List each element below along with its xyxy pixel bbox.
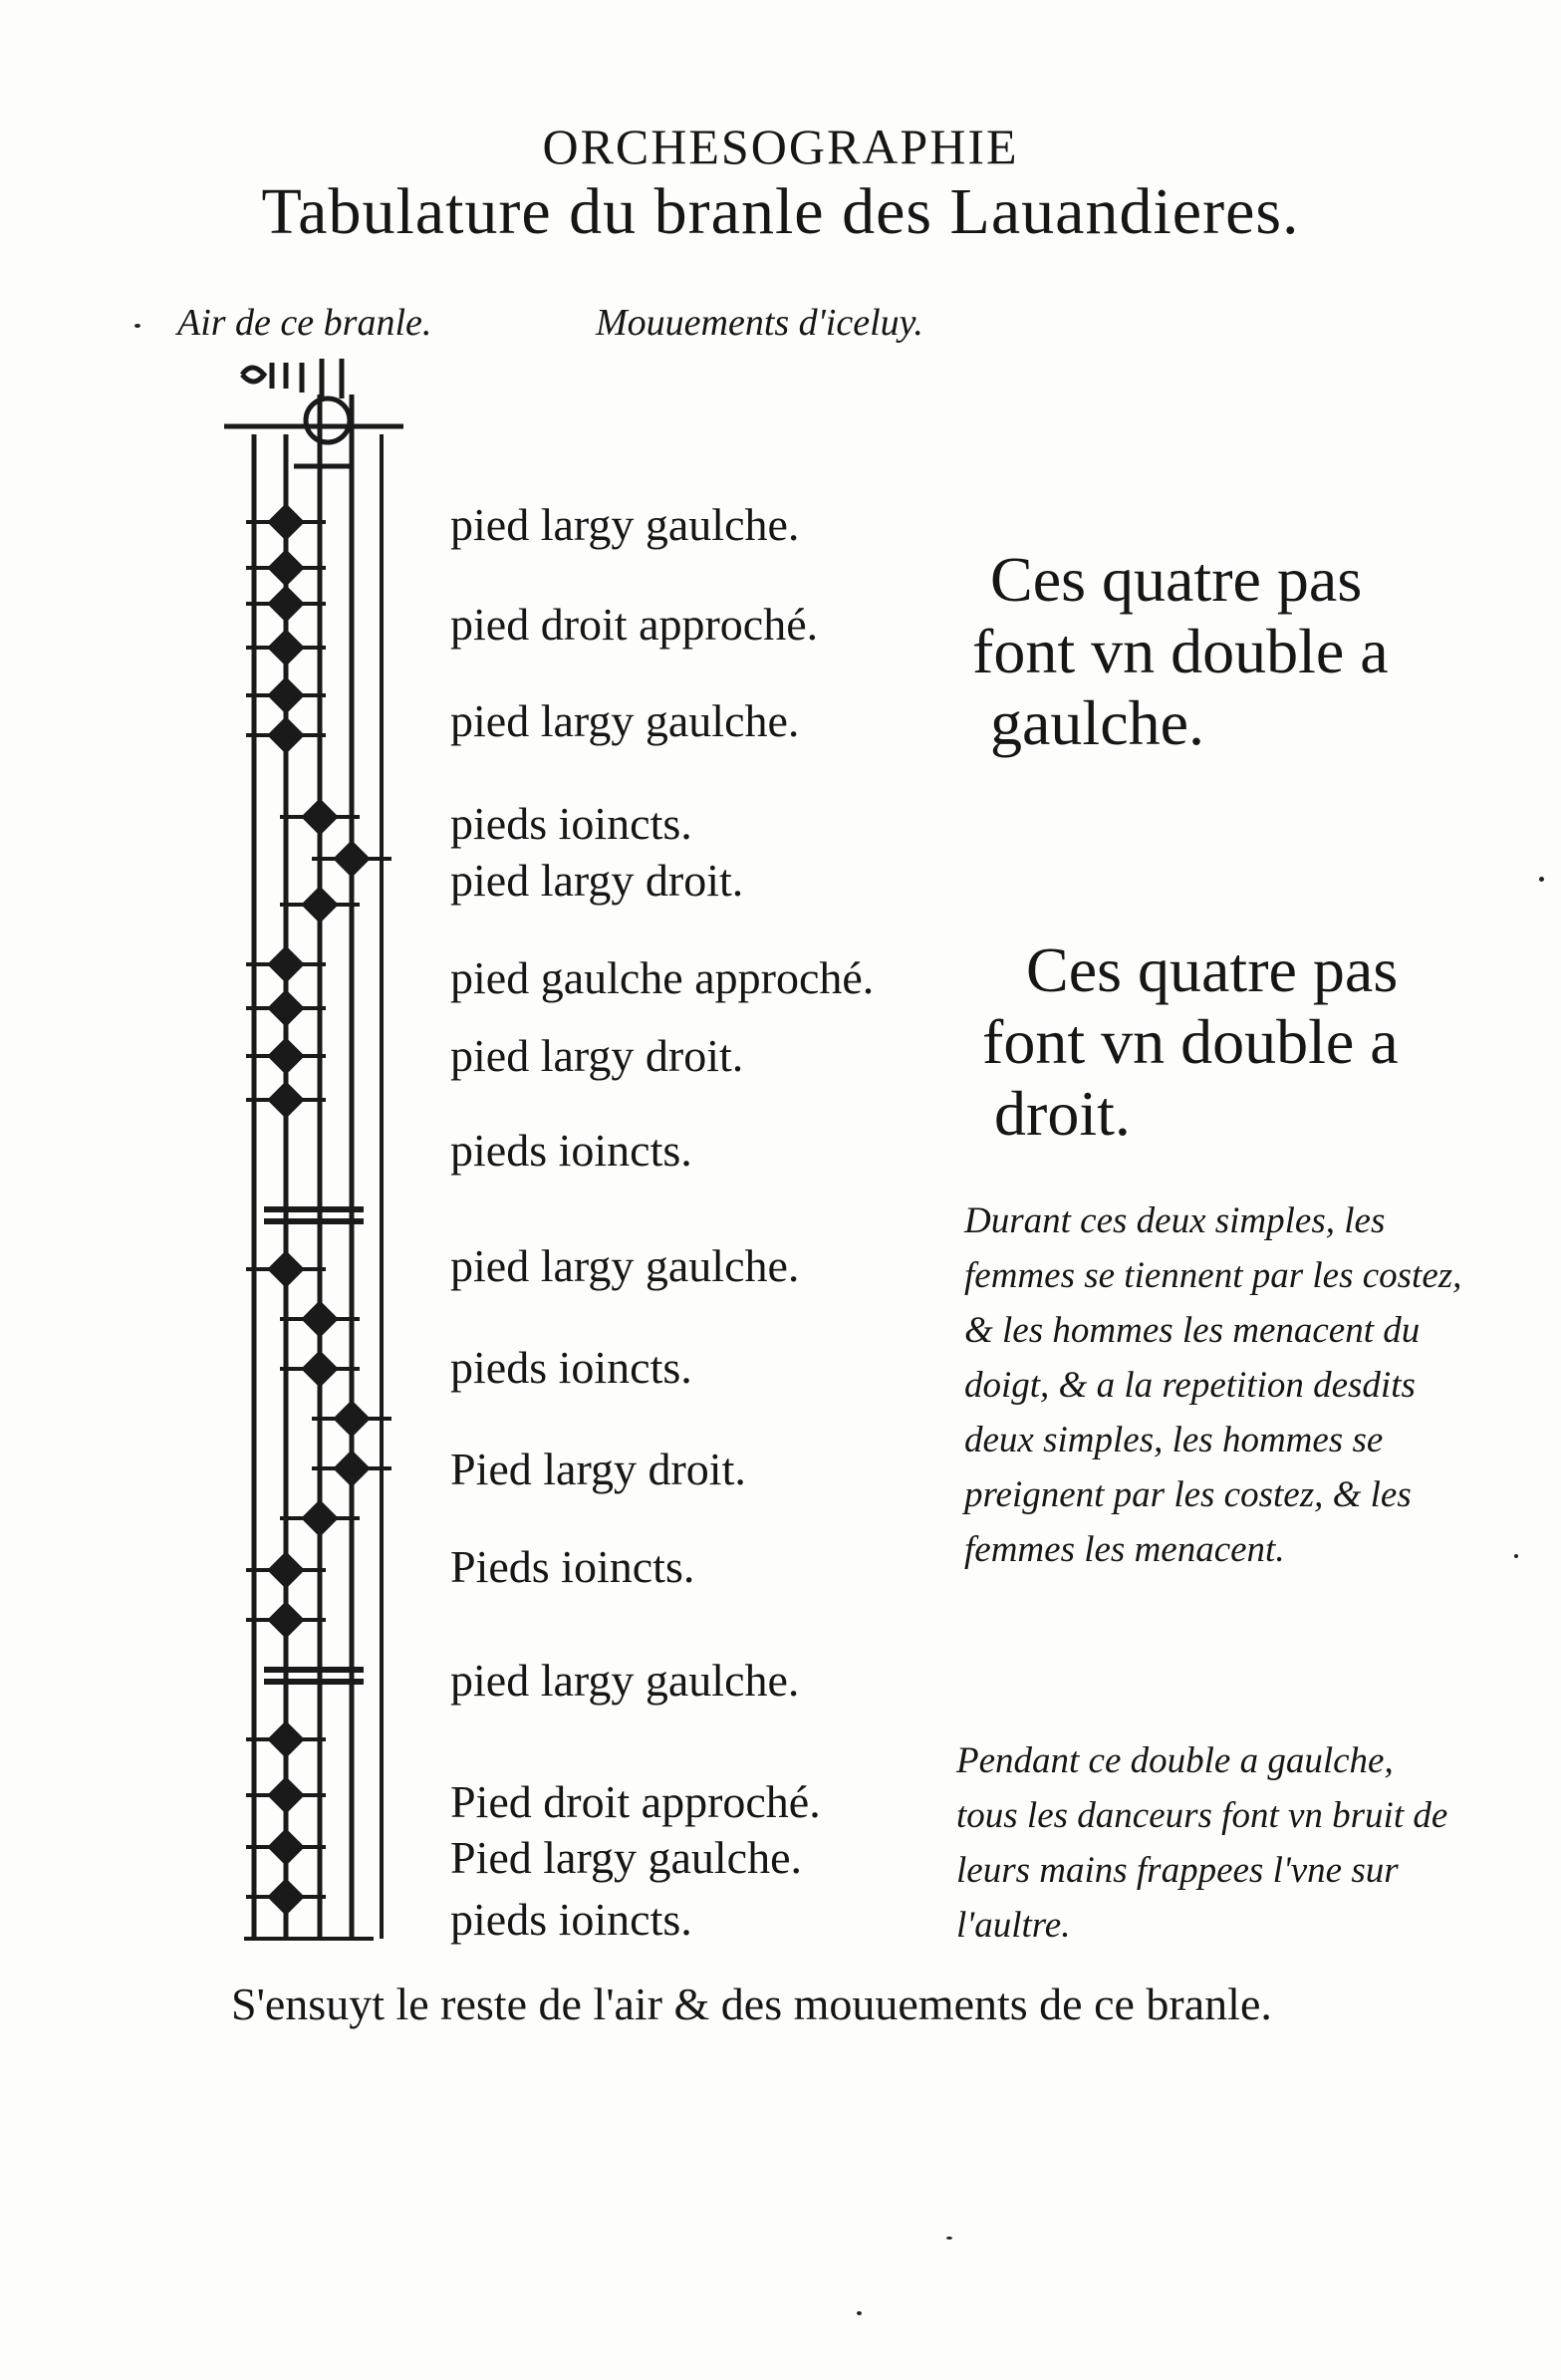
movement-8: pieds ioincts. [450, 1125, 692, 1176]
movement-7: pied largy droit. [450, 1030, 744, 1081]
page-footer-line: S'ensuyt le reste de l'air & des mouuements de ce branle. [231, 1979, 1272, 2029]
column-heading-air: Air de ce branle. [177, 302, 432, 344]
group-double-gaulche-line-1: Ces quatre pas [990, 544, 1363, 615]
note-double: Pendant ce double a gaulche, tous les danceurs font vn bruit de leurs mains frappees l'vne sur l'aultre. [956, 1740, 1448, 1946]
movement-4: pieds ioincts. [450, 798, 692, 849]
running-title: ORCHESOGRAPHIE [542, 119, 1019, 174]
movement-14: Pied droit approché. [450, 1776, 821, 1827]
group-double-droit-line-3: droit. [994, 1078, 1131, 1149]
group-double-droit [982, 934, 1544, 1150]
print-speck [1514, 1554, 1518, 1558]
music-tabulature-staff [224, 355, 423, 1949]
print-speck [857, 2311, 862, 2315]
print-speck [134, 324, 140, 328]
note-simples: Durant ces deux simples, les femmes se tiennent par les costez, & les hommes les menacent du doigt, & a la repetition desdits deux simples, les hommes se preignent par les costez, & les femmes les menacent. [964, 1200, 1462, 1570]
group-double-droit-line-1: Ces quatre pas [1026, 934, 1399, 1005]
movement-5: pied largy droit. [450, 855, 744, 906]
page-title: Tabulature du branle des Lauandieres. [261, 175, 1300, 248]
movement-6: pied gaulche approché. [450, 952, 875, 1003]
group-double-droit-line-2: font vn double a [982, 1006, 1399, 1077]
clef-mark [242, 359, 342, 398]
group-double-gaulche-line-2: font vn double a [972, 616, 1389, 686]
movement-11: Pied largy droit. [450, 1444, 746, 1494]
movement-3: pied largy gaulche. [450, 695, 800, 746]
movement-12: Pieds ioincts. [450, 1541, 695, 1592]
movement-1: pied largy gaulche. [450, 499, 800, 550]
movement-2: pied droit approché. [450, 599, 819, 650]
movement-16: pieds ioincts. [450, 1894, 692, 1945]
movement-10: pieds ioincts. [450, 1342, 692, 1393]
group-double-gaulche [972, 544, 1508, 759]
print-speck [946, 2237, 952, 2240]
movement-9: pied largy gaulche. [450, 1240, 800, 1291]
column-heading-mouvements: Mouuements d'iceluy. [596, 302, 923, 344]
movement-15: Pied largy gaulche. [450, 1832, 802, 1883]
movement-13: pied largy gaulche. [450, 1655, 800, 1706]
group-double-gaulche-line-3: gaulche. [990, 687, 1204, 758]
print-speck [1539, 877, 1544, 882]
